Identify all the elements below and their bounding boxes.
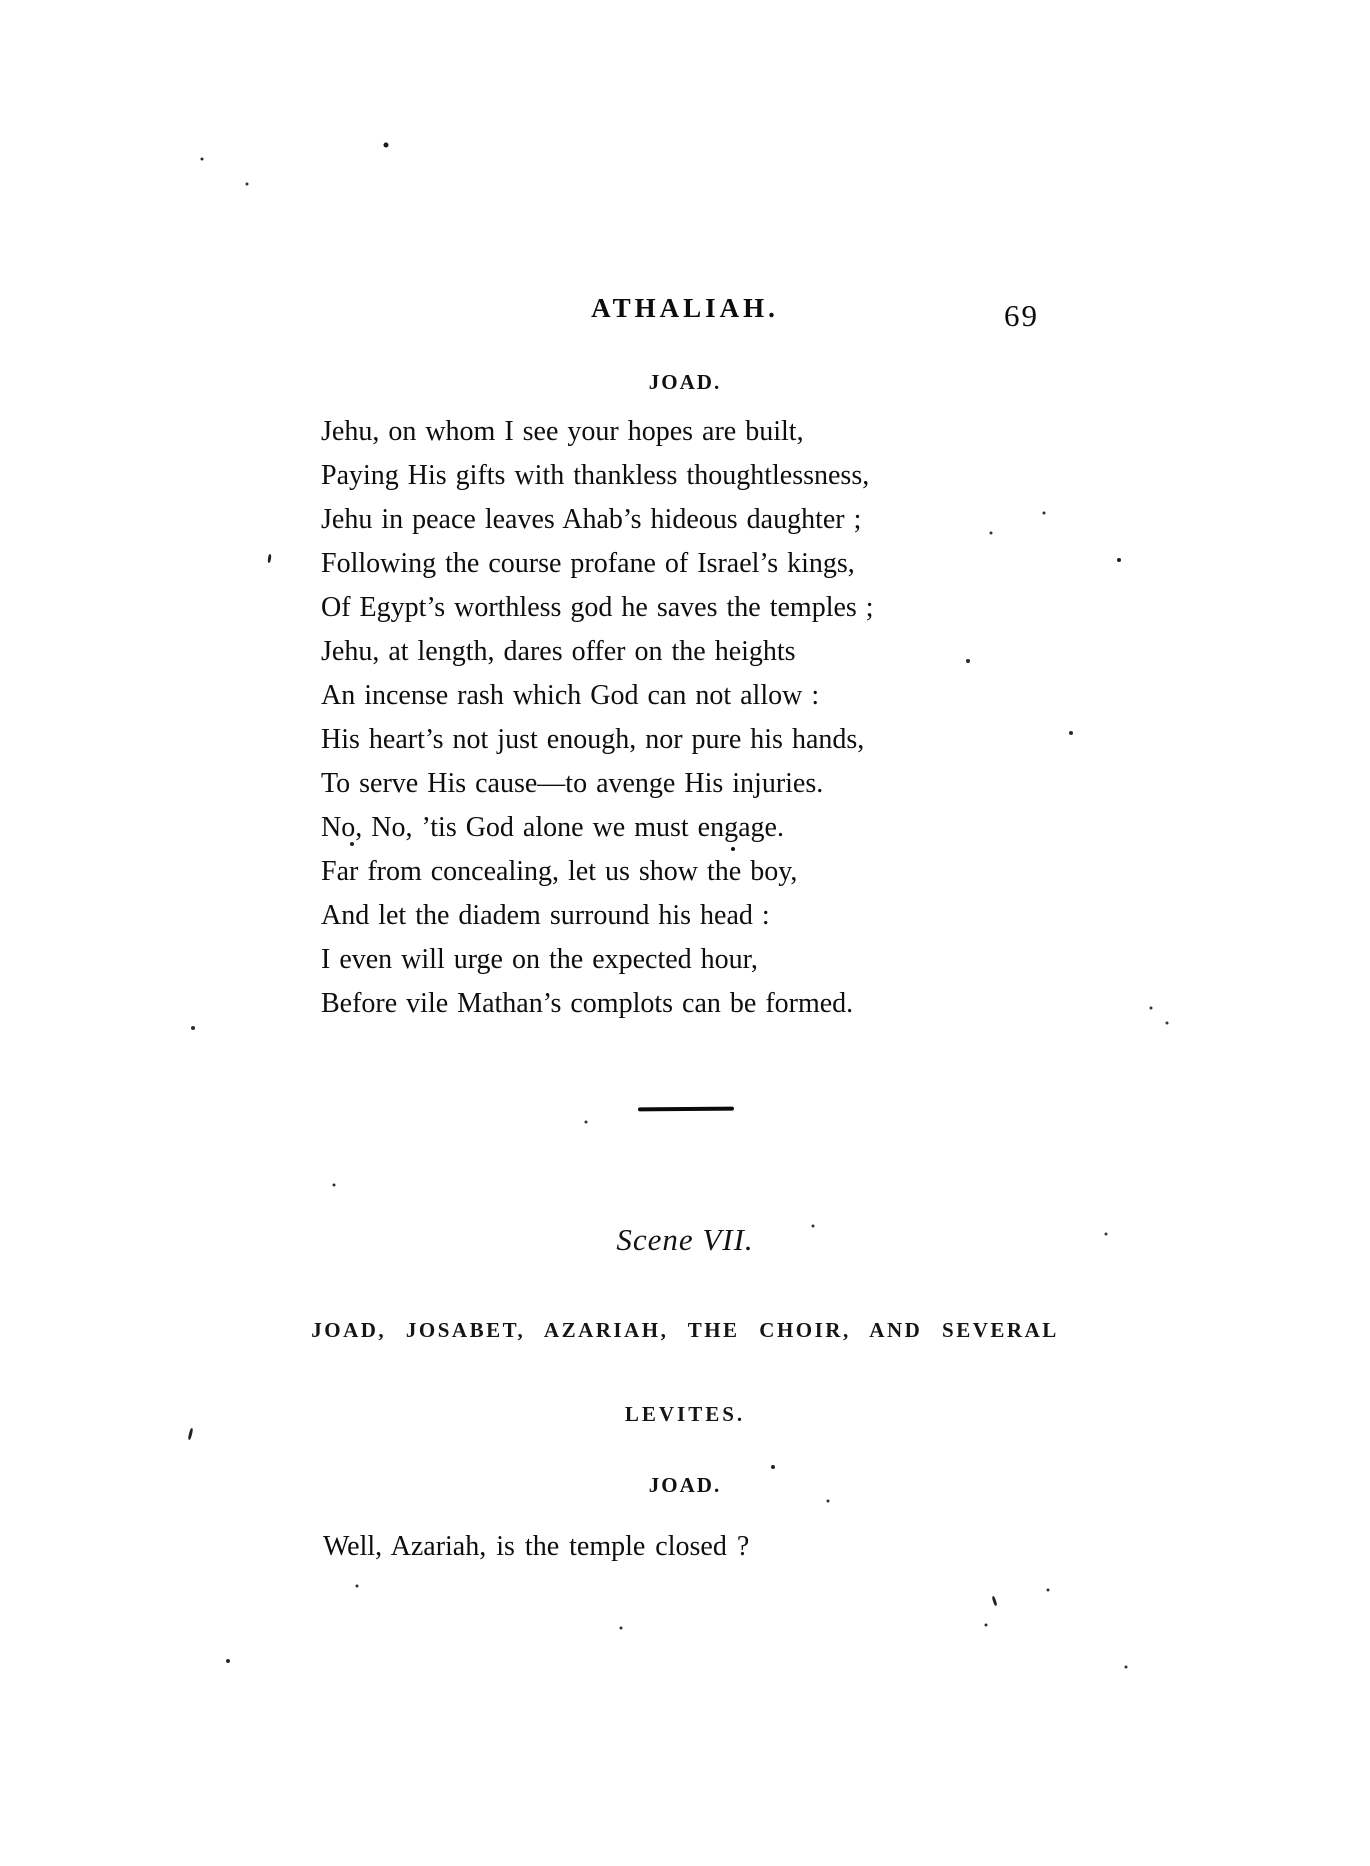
scan-mark xyxy=(188,1428,194,1440)
verse-line: Paying His gifts with thankless thoughtlessness, xyxy=(321,460,870,491)
scan-mark xyxy=(267,554,271,563)
section-divider-rule xyxy=(638,1107,734,1112)
verse-line: And let the diadem surround his head : xyxy=(321,900,770,931)
verse-line: Before vile Mathan’s complots can be formed. xyxy=(321,988,854,1019)
verse-line: Far from concealing, let us show the boy, xyxy=(321,856,798,887)
verse-line: His heart’s not just enough, nor pure his hands, xyxy=(321,724,865,755)
verse-line: I even will urge on the expected hour, xyxy=(321,944,758,975)
scan-noise-specks xyxy=(0,0,2,2)
scan-mark xyxy=(992,1596,998,1606)
verse-block xyxy=(321,410,1081,1026)
verse-line: To serve His cause—to avenge His injuries. xyxy=(321,768,824,799)
verse-line: Jehu in peace leaves Ahab’s hideous daughter ; xyxy=(321,504,862,535)
verse-line: Following the course profane of Israel’s kings, xyxy=(321,548,855,579)
verse-line: Jehu, at length, dares offer on the heights xyxy=(321,636,796,667)
verse-line: Of Egypt’s worthless god he saves the temples ; xyxy=(321,592,874,623)
verse-line: Jehu, on whom I see your hopes are built, xyxy=(321,416,804,447)
scene-cast-list-line2: LEVITES. xyxy=(624,1402,746,1426)
page-number: 69 xyxy=(1004,298,1039,333)
speaker-heading-joad-1: JOAD. xyxy=(648,370,722,394)
scene-cast-list-line1: JOAD, JOSABET, AZARIAH, THE CHOIR, AND SEVERAL xyxy=(311,1318,1059,1342)
scene-heading: Scene VII. xyxy=(616,1222,754,1257)
verse-line: Well, Azariah, is the temple closed ? xyxy=(323,1531,750,1562)
verse-line: No, No, ’tis God alone we must engage. xyxy=(321,812,784,843)
verse-line: An incense rash which God can not allow : xyxy=(321,680,820,711)
speaker-heading-joad-2: JOAD. xyxy=(648,1473,722,1497)
running-head: ATHALIAH. xyxy=(591,293,779,323)
